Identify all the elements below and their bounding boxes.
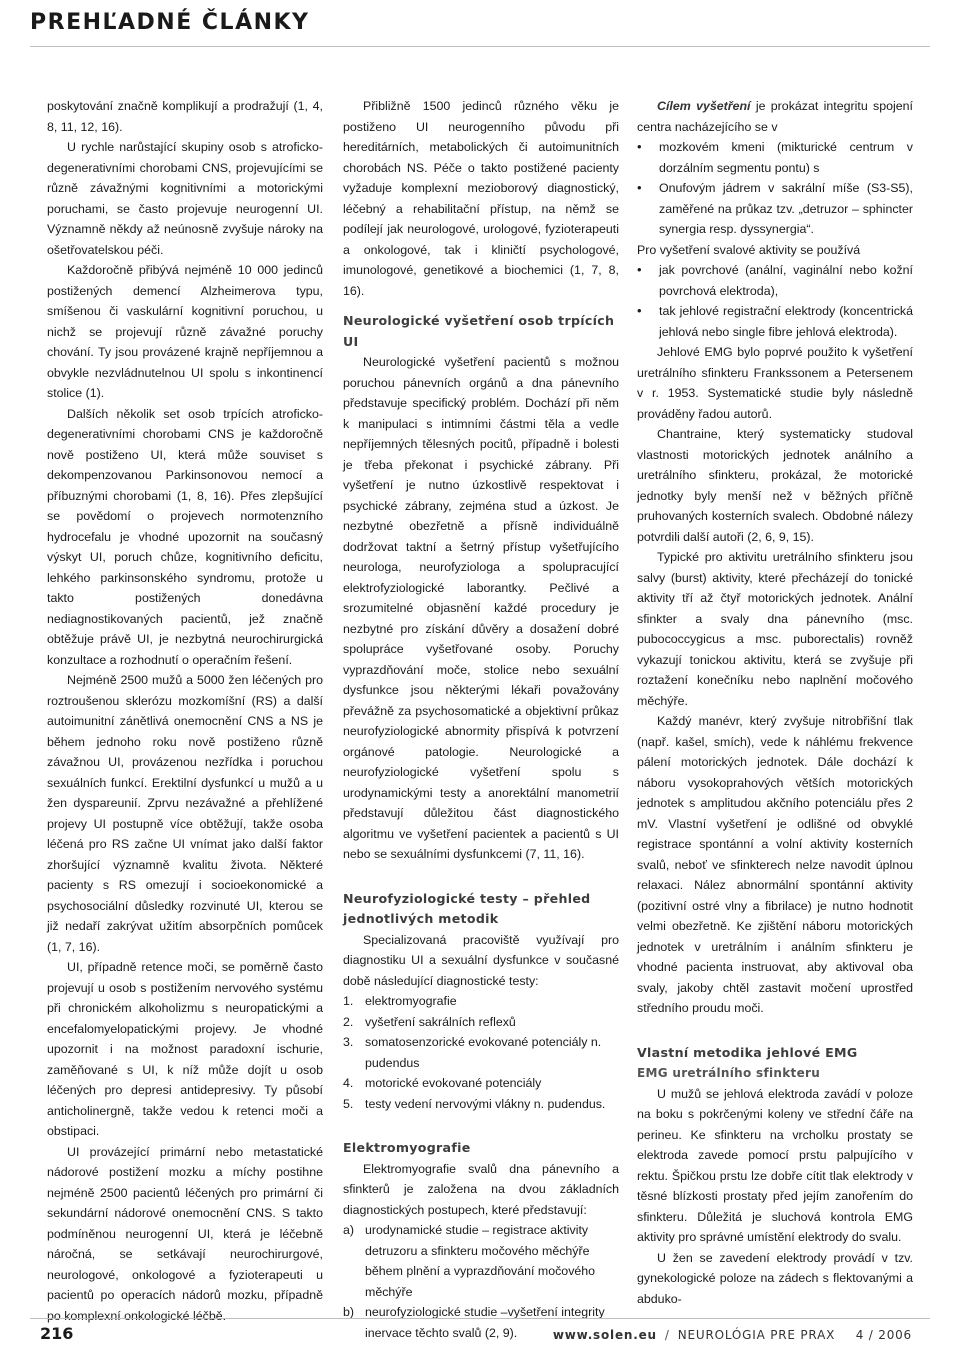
footer-divider (30, 1318, 930, 1319)
emg-list (343, 1220, 619, 1343)
list-item: • jak povrchové (anální, vaginální nebo kožní povrchová elektroda), (637, 260, 913, 301)
paragraph: Specializovaná pracoviště využívají pro diagnostiku UI a sexuální dysfunkce v současné době následující diagnostické testy: (343, 932, 619, 988)
list-item: • Onufovým jádrem v sakrální míše (S3-S5), zaměřené na průkaz tzv. „detruzor – sphincter synergia resp. dyssynergia“. (637, 178, 913, 240)
list-item: 4. motorické evokované potenciály (343, 1076, 542, 1090)
section-heading: Elektromyografie (343, 1140, 471, 1155)
list-item: 3. somatosenzorické evokované potenciály n. pudendus (343, 1035, 602, 1070)
column-2 (343, 96, 619, 1343)
paragraph: UI provázející primární nebo metastatické nádorové postižení mozku a míchy postihne nejméně 2500 pacientů léčených pro primární či sekundární nádorové onemocnění CNS. S takto podmíněnou neurogenní UI, která je léčebně náročná, se setkávají neurochirurgové, neurologové, onkologové a fyzioterapeuti u pacientů po operacích nádorů mozku, případně po komplexní onkologické léčbě. (47, 1144, 323, 1323)
list-item: 2. vyšetření sakrálních reflexů (343, 1014, 516, 1029)
paragraph: Typické pro aktivitu uretrálního sfinkteru jsou salvy (burst) aktivity, které přecházejí do tonické aktivity tří až čtyř motorických jednotek. Anální sfinkter a svaly dna pánevního (msc. pubococcygicus a msc. puborectalis) rovněž vykazují tonickou aktivitu, která se zvyšuje při roztažení konečníku nebo naplnění močového měchýře. (637, 550, 913, 708)
paragraph: poskytování značně komplikují a prodražují (1, 4, 8, 11, 12, 16). (47, 99, 323, 134)
journal-url[interactable]: www.solen.eu (552, 1328, 657, 1342)
paragraph: U žen se zavedení elektrody provádí v tzv. gynekologické poloze na zádech s flektovanými a abduko- (637, 1250, 913, 1306)
journal-name: NEUROLÓGIA PRE PRAX (677, 1328, 836, 1342)
paragraph: Pro vyšetření svalové aktivity se používá (637, 242, 861, 257)
paragraph: U rychle narůstající skupiny osob s atroficko-degenerativními chorobami CNS, projevujícími se různě závažnými kognitivními a motorickými poruchami, se často projevuje neurogenní UI. Významně někdy až neúnosně zvyšuje nároky na ošetřovatelskou péči. (47, 140, 323, 257)
header-divider (30, 46, 930, 47)
section-heading: Neurologické vyšetření osob trpících UI (343, 313, 615, 349)
paragraph: Cílem vyšetření je prokázat integritu spojení centra nacházejícího se v (637, 99, 913, 134)
paragraph: Každoročně přibývá nejméně 10 000 jedinců postižených demencí Alzheimerova typu, smíšenou či vaskulární kognitivní poruchou, u nichž se projevují různě závažné poruchy chování. Ty jsou provázené krajně nepříjemnou a obvykle nezvládnutelnou UI spolu s inkontinencí stolice (1). (47, 263, 323, 400)
list-item: b) neurofyziologické studie –vyšetření integrity inervace těchto svalů (2, 9). (343, 1305, 605, 1340)
test-list (343, 991, 619, 1114)
column-3 (637, 96, 913, 1309)
journal-issue: 4 / 2006 (855, 1328, 912, 1342)
journal-footer (553, 1328, 912, 1342)
paragraph: U mužů se jehlová elektroda zavádí v poloze na boku s pokrčenými koleny ve střední čáře na perineu. Ke sfinkteru na vrcholku prostaty se elektroda zavede pomocí prstu palpujícího v rektu. Špičkou prstu lze dobře cítit tlak elektrody v těsné blízkosti prostaty před jejím zanořením do sfinkteru. Důležitá je sluchová kontrola EMG aktivity pro správné umístění elektrody do svalu. (637, 1086, 913, 1244)
list-item: 5. testy vedení nervovými vlákny n. pudendus. (343, 1096, 606, 1111)
aim-list (637, 137, 913, 240)
section-heading: Vlastní metodika jehlové EMG (637, 1044, 858, 1060)
section-title: PREHĽADNÉ ČLÁNKY (30, 10, 310, 35)
electrode-list (637, 260, 913, 342)
paragraph: Dalších několik set osob trpících atroficko-degenerativními chorobami CNS je každoročně nově postiženo UI, která může souviset s dekompenzovanou Parkinsonovou nemocí a příbuznými chorobami (1, 8, 16). Přes zlepšující se povědomí o projevech normotenzního hydrocefalu je vhodné upozornit na současný výskyt UI, poruch chůze, kognitivního deficitu, lehkého parkinsonského syndromu, protože u takto postižených donedávna nediagnostikovaných pacientů, jež značně obtěžuje právě UI, je nezbytná neurochirurgická konzultace a rozhodnutí o operačním řešení. (47, 406, 323, 667)
section-heading: Neurofyziologické testy – přehled jednotlivých metodik (343, 890, 591, 926)
paragraph: Nejméně 2500 mužů a 5000 žen léčených pro roztroušenou sklerózu mozkomíšní (RS) a další autoimunitní zánětlivá onemocnění CNS a NS je během jednoho roku nově postiženo různě závažnou UI, provázenou nezřídka i poruchou sexuálních funkcí. Erektilní dysfunkcí u mužů a u žen dyspareunií. Zprvu nezávažné a přehlížené projevy UI postupně více obtěžují, takže osoba léčená pro RS začne UI vnímat jako další faktor zhoršující významně kvalitu života. Některé pacienty s RS omezují i socioekonomické a psychosociální důsledky rozvinuté UI, kterou se již nedaří zakrývat užitím absorpčních pomůcek (1, 7, 16). (47, 673, 323, 954)
list-item: • mozkovém kmeni (mikturické centrum v dorzálním segmentu pontu) s (637, 137, 913, 178)
list-item: • tak jehlové registrační elektrody (koncentrická jehlová nebo single fibre jehlová elektroda). (637, 301, 913, 342)
paragraph: Elektromyografie svalů dna pánevního a sfinkterů je založena na dvou základních diagnostických postupech, které představují: (343, 1161, 619, 1217)
paragraph: Přibližně 1500 jedinců různého věku je postiženo UI neurogenního původu při hereditárních, metabolických či autoimunitních chorobách NS. Péče o takto postižené pacienty vyžaduje komplexní mezioborový diagnostický, léčebný a rehabilitační přístup, na němž se podílejí jak neurologové, urologové, fyzioterapeuti a onkologové, tak i kliničtí psychologové, imunologové, genetikové a biochemici (1, 7, 8, 16). (343, 99, 619, 298)
paragraph: Jehlové EMG bylo poprvé použito k vyšetření uretrálního sfinkteru Frankssonem a Petersenem v r. 1953. Systematické studie byly následně prováděny řadou autorů. (637, 345, 913, 421)
footer-separator: / (664, 1328, 670, 1342)
subsection-heading: EMG uretrálního sfinkteru (637, 1066, 821, 1080)
paragraph: Každý manévr, který zvyšuje nitrobřišní tlak (např. kašel, smích), vede k náhlému frekvence pálení motorických jednotek. Dále dochází k náboru vysokoprahových větších motorických jednotek s amplitudou akčního potenciálu přes 2 mV. Vlastní vyšetření je odlišné od obvyklé registrace spontánní a volní aktivity kosterních svalů, neboť ve sfinkterech nelze navodit úplnou relaxaci. Nález abnormální spontánní aktivity (pozitivní ostré vlny a fibrilace) je nutno hodnotit velmi obezřetně. Ke zjištění náboru motorických jednotek v uretrálním i análním sfinkteru je vhodné pacienta instruovat, aby aktivoval oba svaly, jakoby chtěl zastavit močení uprostřed středního proudu moči. (637, 714, 913, 1015)
paragraph: UI, případně retence moči, se poměrně často projevují u osob s postižením nervového systému při chronickém alkoholizmu s neuropatickými a encefalomyelopatickými projevy. Je vhodné upozornit i na možnost paradoxní ischurie, zaměňované s UI, k níž může dojít u osob léčených pro depresi antidepresivy. Ty působí anticholinergně, takže vedou k retenci moči a obstipaci. (47, 960, 323, 1138)
list-item: a) urodynamické studie – registrace aktivity detruzoru a sfinkteru močového měchýře během plnění a vyprazdňování močového měchýře (343, 1223, 596, 1299)
column-1 (47, 96, 323, 1326)
list-item: 1. elektromyografie (343, 994, 457, 1008)
paragraph: Chantraine, který systematicky studoval vlastnosti motorických jednotek análního a uretrálního sfinkteru, prokázal, že motorické jednotky byly menší než v běžných příčně pruhovaných kosterních svalech. Obdobné nálezy potvrdili další autoři (2, 6, 9, 15). (637, 427, 913, 544)
footer-separator (835, 1328, 856, 1342)
paragraph: Neurologické vyšetření pacientů s možnou poruchou pánevních orgánů a dna pánevního představuje specifický problém. Dochází při něm k manipulaci s intimními částmi těla a vedle nepříjemných tělesných pocitů, případně i bolesti je třeba překonat i psychické zábrany. Při vyšetření je nutno úzkostlivě respektovat i psychické zábrany, zejména stud a úzkost. Je nezbytné obezřetně a přísně individuálně dodržovat taktní a šetrný přístup vyšetřujícího neurologa, neurofyziologa a spolupracující elektrofyziologické laborantky. Pečlivé a srozumitelné objasnění každé procedury je nezbytné pro získání důvěry a dosažení dobré spolupráce vyšetřované osoby. Poruchy vyprazdňování moče, stolice nebo sexuální dysfunkce jsou některými lékaři považovány převážně za psychosomatické a objektivní průkaz neurofyziologické abnormity přispívá k potvrzení orgánové patologie. Neurologické a neurofyziologické vyšetření spolu s urodynamickými testy a anorektální manometrií představují důležitou část diagnostického algoritmu ve vyšetření pacientek a pacientů s UI nebo se sexuálními dysfunkcemi (7, 11, 16). (343, 355, 619, 861)
page-number: 216 (40, 1324, 74, 1343)
